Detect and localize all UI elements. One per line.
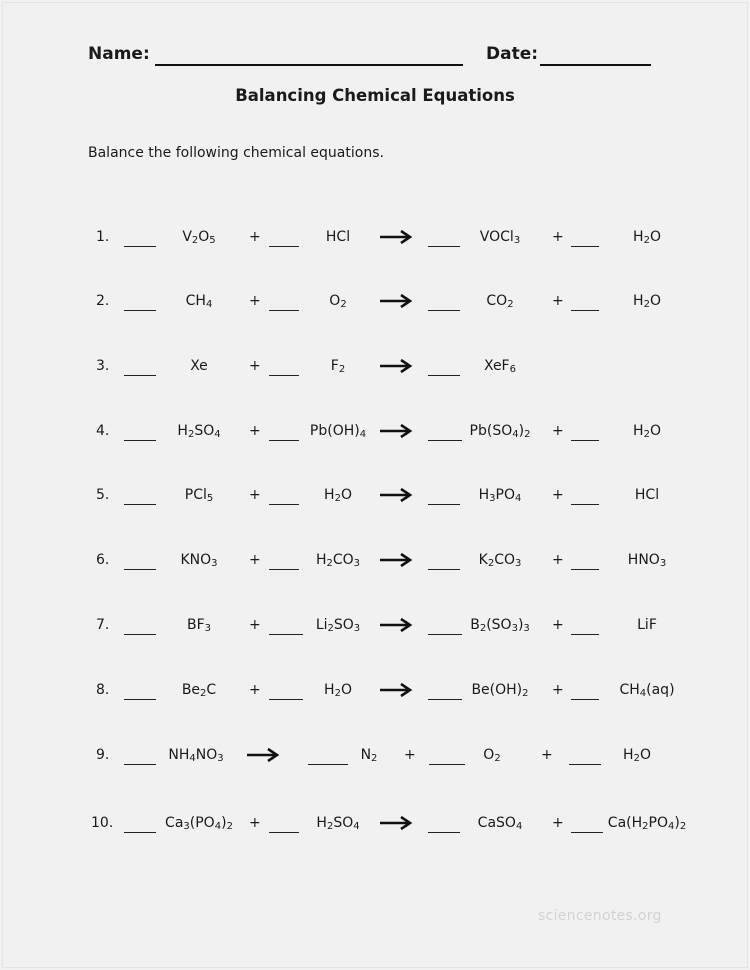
coefficient-blank[interactable] <box>428 685 462 700</box>
chemical-formula: PCl$_5$ <box>184 487 214 504</box>
coefficient-blank[interactable] <box>124 620 156 635</box>
coefficient-blank[interactable] <box>569 750 601 765</box>
equation-row <box>0 614 750 644</box>
plus-sign: + <box>249 293 261 309</box>
date-label: Date: <box>486 44 539 64</box>
chemical-formula: $N_2$ <box>360 747 378 764</box>
right-arrow-icon <box>379 680 413 700</box>
coefficient-blank[interactable] <box>269 555 299 570</box>
equation-number: 4. <box>96 423 110 439</box>
equation-row <box>0 744 750 774</box>
chemical-formula: $B_2(SO_3)_3$ <box>470 617 530 634</box>
chemical-formula: Xe <box>190 358 208 374</box>
coefficient-blank[interactable] <box>269 296 299 311</box>
coefficient-blank[interactable] <box>571 426 599 441</box>
chemical-formula: $Li_2SO_3$ <box>315 617 361 634</box>
chemical-formula: $NH_4NO_3$ <box>168 747 224 764</box>
coefficient-blank[interactable] <box>428 620 462 635</box>
right-arrow-icon <box>379 615 413 635</box>
equation-number: 10. <box>91 815 114 831</box>
equation-number: 7. <box>96 617 110 633</box>
plus-sign: + <box>249 617 261 633</box>
plus-sign: + <box>552 552 564 568</box>
right-arrow-icon <box>246 745 280 765</box>
instructions: Balance the following chemical equations. <box>88 145 384 161</box>
coefficient-blank[interactable] <box>124 555 156 570</box>
plus-sign: + <box>249 552 261 568</box>
name-label: Name: <box>88 44 150 64</box>
right-arrow-icon <box>379 227 413 247</box>
right-arrow-icon <box>379 550 413 570</box>
chemical-formula: $H_2O$ <box>623 747 651 764</box>
chemical-formula: $CH_4(aq)$ <box>619 682 675 699</box>
coefficient-blank[interactable] <box>428 361 460 376</box>
plus-sign: + <box>249 682 261 698</box>
coefficient-blank[interactable] <box>269 232 299 247</box>
coefficient-blank[interactable] <box>308 750 348 765</box>
plus-sign: + <box>249 815 261 831</box>
equation-number: 8. <box>96 682 110 698</box>
coefficient-blank[interactable] <box>124 426 156 441</box>
equation-row <box>0 484 750 514</box>
chemical-formula: $H_2O$ <box>633 229 661 246</box>
plus-sign: + <box>552 229 564 245</box>
equation-row <box>0 226 750 256</box>
plus-sign: + <box>249 423 261 439</box>
plus-sign: + <box>552 293 564 309</box>
coefficient-blank[interactable] <box>269 818 299 833</box>
equation-row <box>0 290 750 320</box>
chemical-formula: $Be(OH)_2$ <box>471 682 529 699</box>
equation-row <box>0 812 750 842</box>
chemical-formula: $HNO_3$ <box>627 552 667 569</box>
chemical-formula: $K_2CO_3$ <box>478 552 522 569</box>
chemical-formula: $Ca(H_2PO_4)_2$ <box>607 815 687 832</box>
equation-number: 6. <box>96 552 110 568</box>
chemical-formula: $Pb(SO_4)_2$ <box>469 423 531 440</box>
chemical-formula: $H_2SO_4$ <box>177 423 221 440</box>
right-arrow-icon <box>379 421 413 441</box>
worksheet-title: Balancing Chemical Equations <box>235 86 515 105</box>
watermark: sciencenotes.org <box>538 908 662 924</box>
equation-row <box>0 679 750 709</box>
chemical-formula: $H_2O$ <box>324 682 352 699</box>
coefficient-blank[interactable] <box>124 750 156 765</box>
coefficient-blank[interactable] <box>571 620 599 635</box>
coefficient-blank[interactable] <box>428 232 460 247</box>
equation-number: 1. <box>96 229 110 245</box>
coefficient-blank[interactable] <box>428 818 460 833</box>
plus-sign: + <box>552 682 564 698</box>
chemical-formula: $H_2CO_3$ <box>315 552 361 569</box>
chemical-formula: $F_2$ <box>330 358 346 375</box>
plus-sign: + <box>404 747 416 763</box>
chemical-formula: VOCl$_3$ <box>479 229 521 246</box>
plus-sign: + <box>552 815 564 831</box>
coefficient-blank[interactable] <box>571 490 599 505</box>
coefficient-blank[interactable] <box>124 818 156 833</box>
chemical-formula: $H_2O$ <box>633 293 661 310</box>
coefficient-blank[interactable] <box>124 685 156 700</box>
plus-sign: + <box>552 487 564 503</box>
chemical-formula: $H_3PO_4$ <box>478 487 522 504</box>
plus-sign: + <box>249 487 261 503</box>
chemical-formula: $O_2$ <box>329 293 347 310</box>
chemical-formula: $Pb(OH)_4$ <box>309 423 367 440</box>
coefficient-blank[interactable] <box>429 750 465 765</box>
right-arrow-icon <box>379 356 413 376</box>
chemical-formula: $V_2O_5$ <box>182 229 216 246</box>
plus-sign: + <box>552 423 564 439</box>
chemical-formula: $CO_2$ <box>486 293 514 310</box>
chemical-formula: HCl <box>325 229 351 245</box>
coefficient-blank[interactable] <box>428 296 460 311</box>
coefficient-blank[interactable] <box>269 490 299 505</box>
chemical-formula: $KNO_3$ <box>180 552 218 569</box>
chemical-formula: $Be_2C$ <box>181 682 217 699</box>
coefficient-blank[interactable] <box>124 490 156 505</box>
equation-number: 5. <box>96 487 110 503</box>
chemical-formula: LiF <box>637 617 657 633</box>
right-arrow-icon <box>379 485 413 505</box>
right-arrow-icon <box>379 813 413 833</box>
coefficient-blank[interactable] <box>428 555 460 570</box>
equation-number: 3. <box>96 358 110 374</box>
coefficient-blank[interactable] <box>124 361 156 376</box>
chemical-formula: $BF_3$ <box>186 617 212 634</box>
name-field[interactable] <box>155 64 463 66</box>
chemical-formula: $CH_4$ <box>185 293 213 310</box>
right-arrow-icon <box>379 291 413 311</box>
equation-number: 2. <box>96 293 110 309</box>
coefficient-blank[interactable] <box>269 426 299 441</box>
chemical-formula: HCl <box>634 487 660 503</box>
chemical-formula: $H_2SO_4$ <box>316 815 360 832</box>
chemical-formula: $H_2O$ <box>633 423 661 440</box>
chemical-formula: XeF$_6$ <box>483 358 516 375</box>
coefficient-blank[interactable] <box>571 296 599 311</box>
coefficient-blank[interactable] <box>124 232 156 247</box>
chemical-formula: CaSO$_4$ <box>477 815 523 832</box>
plus-sign: + <box>552 617 564 633</box>
equation-row <box>0 549 750 579</box>
coefficient-blank[interactable] <box>269 361 299 376</box>
date-field[interactable] <box>540 64 651 66</box>
chemical-formula: $O_2$ <box>483 747 501 764</box>
coefficient-blank[interactable] <box>571 555 599 570</box>
plus-sign: + <box>249 358 261 374</box>
equation-number: 9. <box>96 747 110 763</box>
coefficient-blank[interactable] <box>571 685 599 700</box>
coefficient-blank[interactable] <box>571 232 599 247</box>
plus-sign: + <box>249 229 261 245</box>
coefficient-blank[interactable] <box>428 490 460 505</box>
equation-row <box>0 420 750 450</box>
coefficient-blank[interactable] <box>428 426 462 441</box>
chemical-formula: $Ca_3(PO_4)_2$ <box>165 815 233 832</box>
plus-sign: + <box>541 747 553 763</box>
chemical-formula: $H_2O$ <box>324 487 352 504</box>
coefficient-blank[interactable] <box>124 296 156 311</box>
equation-row <box>0 355 750 385</box>
